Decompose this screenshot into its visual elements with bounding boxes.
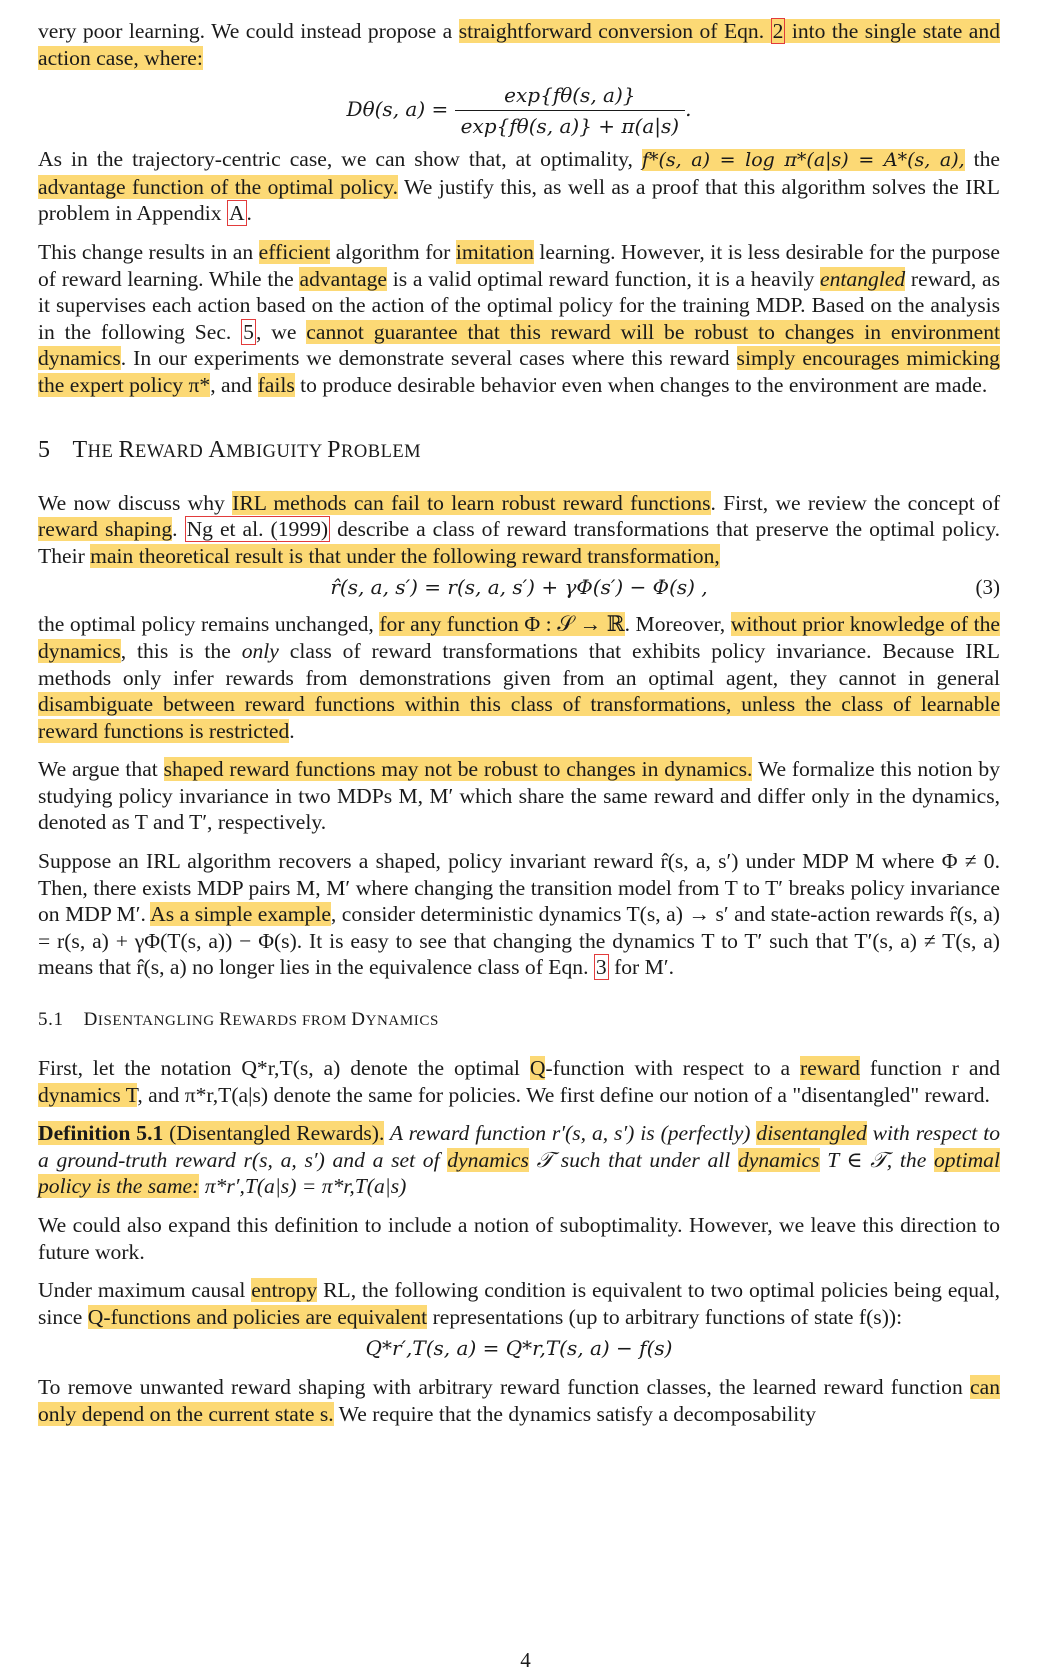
citation-link[interactable]: Ng et al. (1999) [186,517,329,542]
paragraph-9: We could also expand this definition to include a notion of suboptimality. However, we leave this direction to future work. [38,1213,1000,1264]
equation-discriminator: Dθ(s, a) = $\frac{\exp\{f\theta(s, a)\}}{\exp\{f\theta(s, a)\} + \pi(a|s)}$ . [346,83,692,139]
highlight: IRL methods can fail to learn robust reward functions [232,490,711,515]
highlight: without prior knowledge of the dynamics [38,612,1000,663]
paragraph-1: very poor learning. We could instead propose a straightforward conversion of Eqn. 2 into the single state and action case, where: [38,19,1000,70]
section-ref-link[interactable]: 5 [243,319,254,344]
highlight: advantage [299,266,388,291]
highlight: cannot guarantee that this reward will be robust to changes in environment dynamics [38,319,1000,371]
paragraph-8: First, let the notation Q*r,T(s, a) denote the optimal Q-function with respect to a reward function r and dynamics T, and π*r,T(a|s) denote the same for policies. We first define our notion of a "disentangled" reward. [38,1056,1001,1107]
equation-3 [38,575,1000,605]
paragraph-6: We argue that shaped reward functions may not be robust to changes in dynamics. We formalize this notion by studying policy invariance in two MDPs M, M′ which share the same reward and differ only in the dynamics, denoted as T and T′, respectively. [38,757,1001,835]
definition-5-1: Definition 5.1 (Disentangled Rewards). A reward function r′(s, a, s′) is (perfectly) disentangled with respect to a ground-truth reward r(s, a, s′) and a set of dynamics 𝒯 such that under all dynamics T ∈ 𝒯, the optimal policy is the same: π*r′,T(a|s) = π*r,T(a|s) [38,1121,1001,1199]
highlight: main theoretical result is that under the following reward transformation, [90,543,720,568]
subsection-heading-5-1: 5.1 DISENTANGLING REWARDS FROM DYNAMICS [38,1009,439,1031]
equation-body: Q*r′,T(s, a) = Q*r,T(s, a) − f(s) [365,1336,673,1361]
page-number: 4 [520,1648,531,1672]
highlight: entropy [251,1278,318,1303]
highlight: f*(s, a) = log π*(a|s) = A*(s, a), [641,149,965,172]
highlight: dynamics [737,1147,820,1172]
highlight: dynamics [447,1147,529,1172]
highlight: disentangled [756,1121,867,1146]
paragraph-4: We now discuss why IRL methods can fail to learn robust reward functions. First, we review the concept of reward shaping. Ng et al. (1999) describe a class of reward transformations that preserve the optimal policy. Their main theoretical result is that under the following reward transformation, [38,490,1001,568]
paragraph-11: To remove unwanted reward shaping with arbitrary reward function classes, the learned reward function can only depend on the current state s. We require that the dynamics satisfy a decomposability [38,1375,1000,1426]
highlight: efficient [258,239,331,264]
paragraph-3: This change results in an efficient algorithm for imitation learning. However, it is less desirable for the purpose of reward learning. While the advantage is a valid optimal reward function, it is a heavily entangled reward, as it supervises each action based on the action of the optimal policy for the training MDP. Based on the analysis in the following Sec. 5, we cannot guarantee that this reward will be robust to changes in environment dynamics. In our experiments we demonstrate several cases where this reward simply encourages mimicking the expert policy π*, and fails to produce desirable behavior even when changes to the environment are made. [38,239,1000,397]
equation-lhs: Dθ(s, a) = [346,97,449,122]
highlight: As a simple example [150,902,331,927]
highlight: simply encourages mimicking the expert policy π* [38,346,1000,397]
paragraph-7: Suppose an IRL algorithm recovers a shaped, policy invariant reward r̂(s, a, s′) under MDP M where Φ ≠ 0. Then, there exists MDP pairs M, M′ where changing the transition model from T to T′ breaks policy invariance on MDP M′. As a simple example, consider deterministic dynamics T(s, a) → s′ and state-action rewards r̂(s, a) = r(s, a) + γΦ(T(s, a)) − Φ(s). It is easy to see that changing the dynamics T to T′ such that T′(s, a) ≠ T(s, a) means that r̂(s, a) no longer lies in the equivalence class of Eqn. 3 for M′. [38,849,1001,980]
equation-number: (3) [975,575,1000,600]
highlight: Definition 5.1 (Disentangled Rewards). [38,1121,385,1146]
eqn-ref-link[interactable]: 2 [772,19,784,43]
fraction [455,83,685,138]
paragraph-2: As in the trajectory-centric case, we can show that, at optimality, f*(s, a) = log π*(a|s) = A*(s, a), the advantage function of the optimal policy. We justify this, as well as a proof that this algorithm solves the IRL problem in Appendix A. [38,147,1001,226]
highlight: optimal policy is the same: [38,1147,1000,1199]
highlight: reward [800,1056,860,1081]
paper-page [38,18,1000,1440]
equation-q-equivalence [38,1336,1000,1360]
highlight: Q-functions and policies are equivalent [87,1304,428,1329]
paragraph-5: the optimal policy remains unchanged, for any function Φ : 𝒮 → ℝ. Moreover, without prior knowledge of the dynamics, this is the only class of reward transformations that exhibits policy invariance. Because IRL methods only infer rewards from demonstrations given from an optimal agent, they cannot in general disambiguate between reward functions within this class of transformations, unless the class of learnable reward functions is restricted. [38,612,1000,743]
paragraph-10: Under maximum causal entropy RL, the following condition is equivalent to two optimal policies being equal, since Q-functions and policies are equivalent representations (up to arbitrary functions of state f(s)): [38,1278,1000,1329]
highlight: disambiguate between reward functions within this class of transformations, unless the class of learnable reward functions is restricted [38,692,1000,743]
fraction-numerator: exp{fθ(s, a)} [455,83,685,111]
highlight: reward shaping [38,517,173,542]
appendix-ref-link[interactable]: A [228,201,245,226]
highlight: dynamics T [38,1082,138,1107]
highlight: entangled [820,266,906,291]
section-heading-5: 5 THE REWARD AMBIGUITY PROBLEM [38,436,422,463]
highlight: Q [529,1056,546,1081]
highlight: advantage function of the optimal policy. [38,174,398,199]
fraction-denominator: exp{fθ(s, a)} + π(a|s) [460,114,680,139]
highlight: fails [257,372,295,397]
eqn-ref-link[interactable]: 3 [595,955,607,980]
highlight: for any function Φ : 𝒮 → ℝ [379,612,625,637]
highlight: imitation [455,239,534,264]
highlight: shaped reward functions may not be robust to changes in dynamics. [163,757,753,782]
equation-body: r̂(s, a, s′) = r(s, a, s′) + γΦ(s′) − Φ(s) , [330,575,708,600]
highlight: can only depend on the current state s. [38,1375,1000,1426]
highlight: straightforward conversion of Eqn. 2 into the single state and action case, where: [38,19,1000,70]
